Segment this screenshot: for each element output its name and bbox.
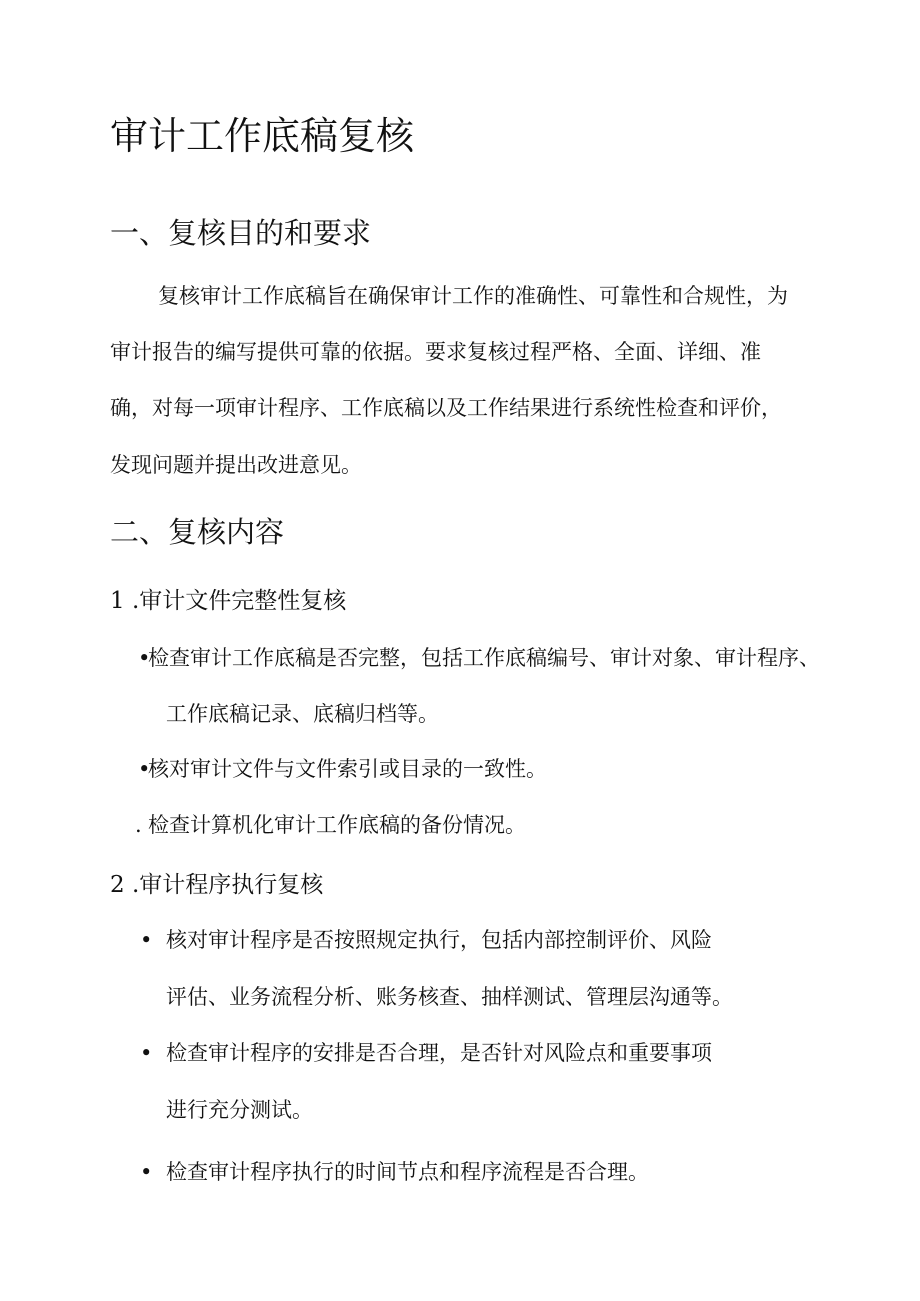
subsection-2-heading: [110, 874, 323, 897]
bullet-line: 检查审计程序的安排是否合理，是否针对风险点和重要事项: [166, 1041, 712, 1065]
section-1-paragraph-line: 确，对每一项审计程序、工作底稿以及工作结果进行系统性检查和评价，: [110, 396, 782, 420]
bullet-marker: •: [138, 757, 151, 781]
bullet-line: 核对审计文件与文件索引或目录的一致性。: [148, 757, 547, 781]
bullet-line: 核对审计程序是否按照规定执行，包括内部控制评价、风险: [166, 928, 712, 952]
section-1-heading: 一、复核目的和要求: [110, 216, 372, 250]
subsection-1-heading: [110, 590, 346, 613]
subsection-1-number: 1: [110, 588, 125, 614]
bullet-line: 评估、业务流程分析、账务核查、抽样测试、管理层沟通等。: [166, 985, 733, 1009]
section-2-heading: 二、复核内容: [110, 515, 285, 549]
bullet-line: 检查审计程序执行的时间节点和程序流程是否合理。: [166, 1160, 649, 1184]
subsection-2-title: .审计程序执行复核: [131, 872, 324, 898]
bullet-line: 工作底稿记录、底稿归档等。: [166, 702, 439, 726]
bullet-marker: •: [138, 646, 151, 670]
bullet-line: 检查计算机化审计工作底稿的备份情况。: [148, 813, 526, 837]
page-title: 审计工作底稿复核: [110, 114, 415, 158]
bullet-marker: •: [140, 928, 153, 952]
bullet-line: 进行充分测试。: [166, 1098, 313, 1122]
bullet-line: 检查审计工作底稿是否完整，包括工作底稿编号、审计对象、审计程序、: [148, 646, 820, 670]
bullet-marker: .: [135, 813, 142, 837]
subsection-1-title: .审计文件完整性复核: [131, 588, 347, 614]
bullet-marker: •: [140, 1041, 153, 1065]
section-1-paragraph-line: 发现问题并提出改进意见。: [110, 453, 362, 477]
subsection-2-number: 2: [110, 872, 125, 898]
section-1-paragraph-line: 审计报告的编写提供可靠的依据。要求复核过程严格、全面、详细、准: [110, 340, 761, 364]
section-1-paragraph-line: 复核审计工作底稿旨在确保审计工作的准确性、可靠性和合规性，为: [158, 284, 788, 308]
bullet-marker: •: [140, 1160, 153, 1184]
